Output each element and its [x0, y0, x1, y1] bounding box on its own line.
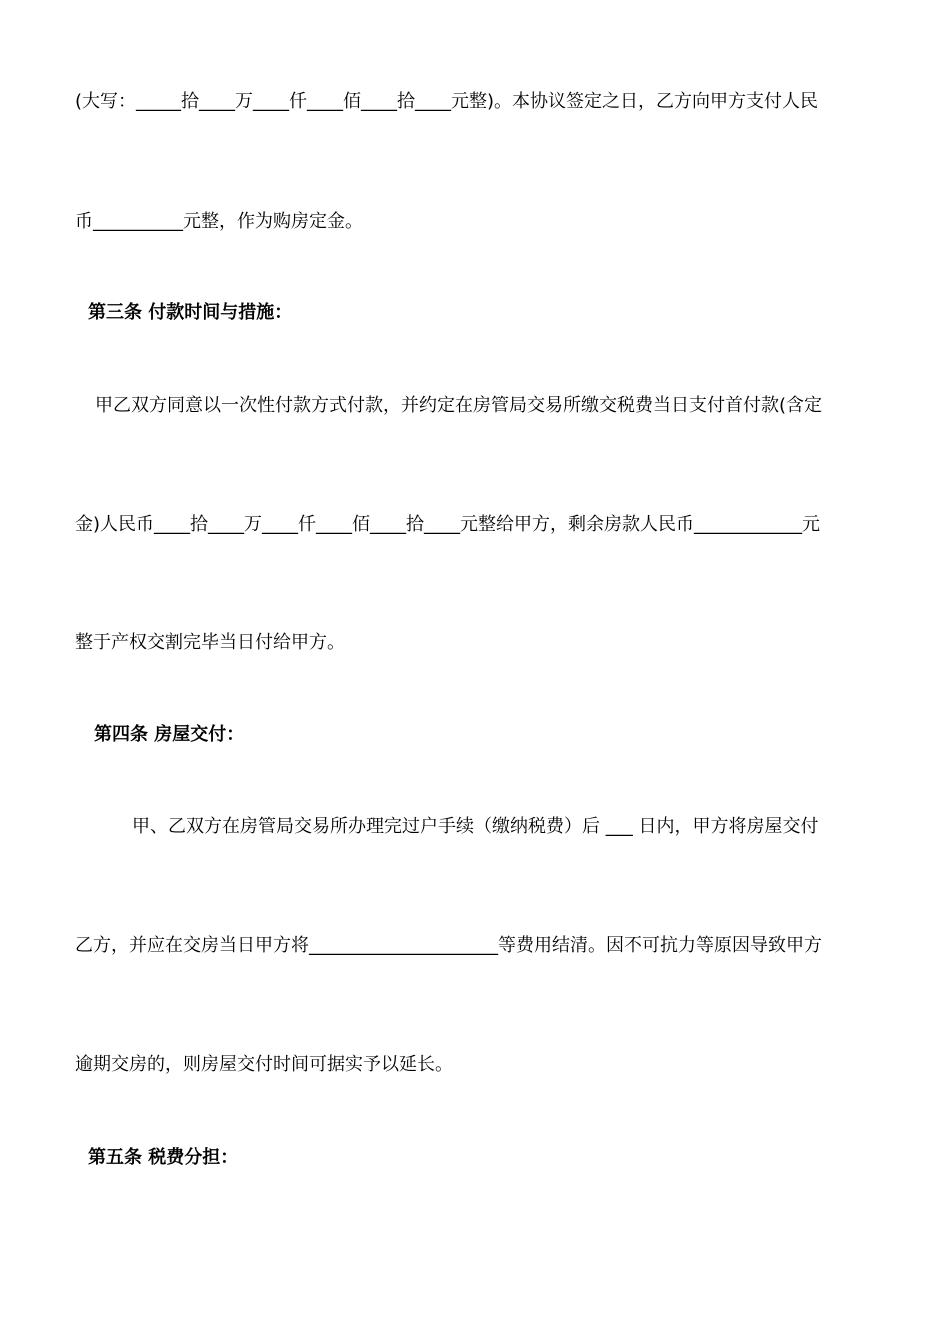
- paragraph-line: [75, 90, 875, 114]
- paragraph-line: [95, 394, 875, 418]
- article-4-heading: 第四条 房屋交付：: [94, 724, 245, 745]
- paragraph-text: 逾期交房的，则房屋交付时间可据实予以延长。: [75, 1054, 453, 1075]
- paragraph-text: 金)人民币____拾____万____仟____佰____拾____元整给甲方，剩余房款人民币____________元: [75, 514, 821, 535]
- paragraph-text: 甲、乙双方在房管局交易所办理完过户手续（缴纳税费）后 ___ 日内，甲方将房屋交付: [132, 816, 819, 837]
- paragraph-line: [132, 815, 875, 839]
- article-5-heading: 第五条 税费分担：: [88, 1147, 239, 1168]
- paragraph-line: [75, 513, 875, 537]
- paragraph-text: 甲乙双方同意以一次性付款方式付款，并约定在房管局交易所缴交税费当日支付首付款(含定: [95, 395, 823, 416]
- paragraph-text: (大写：_____拾____万____仟____佰____拾____元整)。本协议签定之日，乙方向甲方支付人民: [75, 91, 819, 112]
- paragraph-text: 乙方，并应在交房当日甲方将_____________________等费用结清。因不可抗力等原因导致甲方: [75, 935, 822, 956]
- article-3-heading: 第三条 付款时间与措施：: [88, 302, 293, 323]
- paragraph-line: [75, 1053, 875, 1077]
- paragraph-line: [75, 934, 875, 958]
- paragraph-text: 整于产权交割完毕当日付给甲方。: [75, 632, 345, 653]
- paragraph-line: [75, 631, 875, 655]
- paragraph-text: 币__________元整，作为购房定金。: [75, 211, 363, 232]
- paragraph-line: [75, 210, 875, 234]
